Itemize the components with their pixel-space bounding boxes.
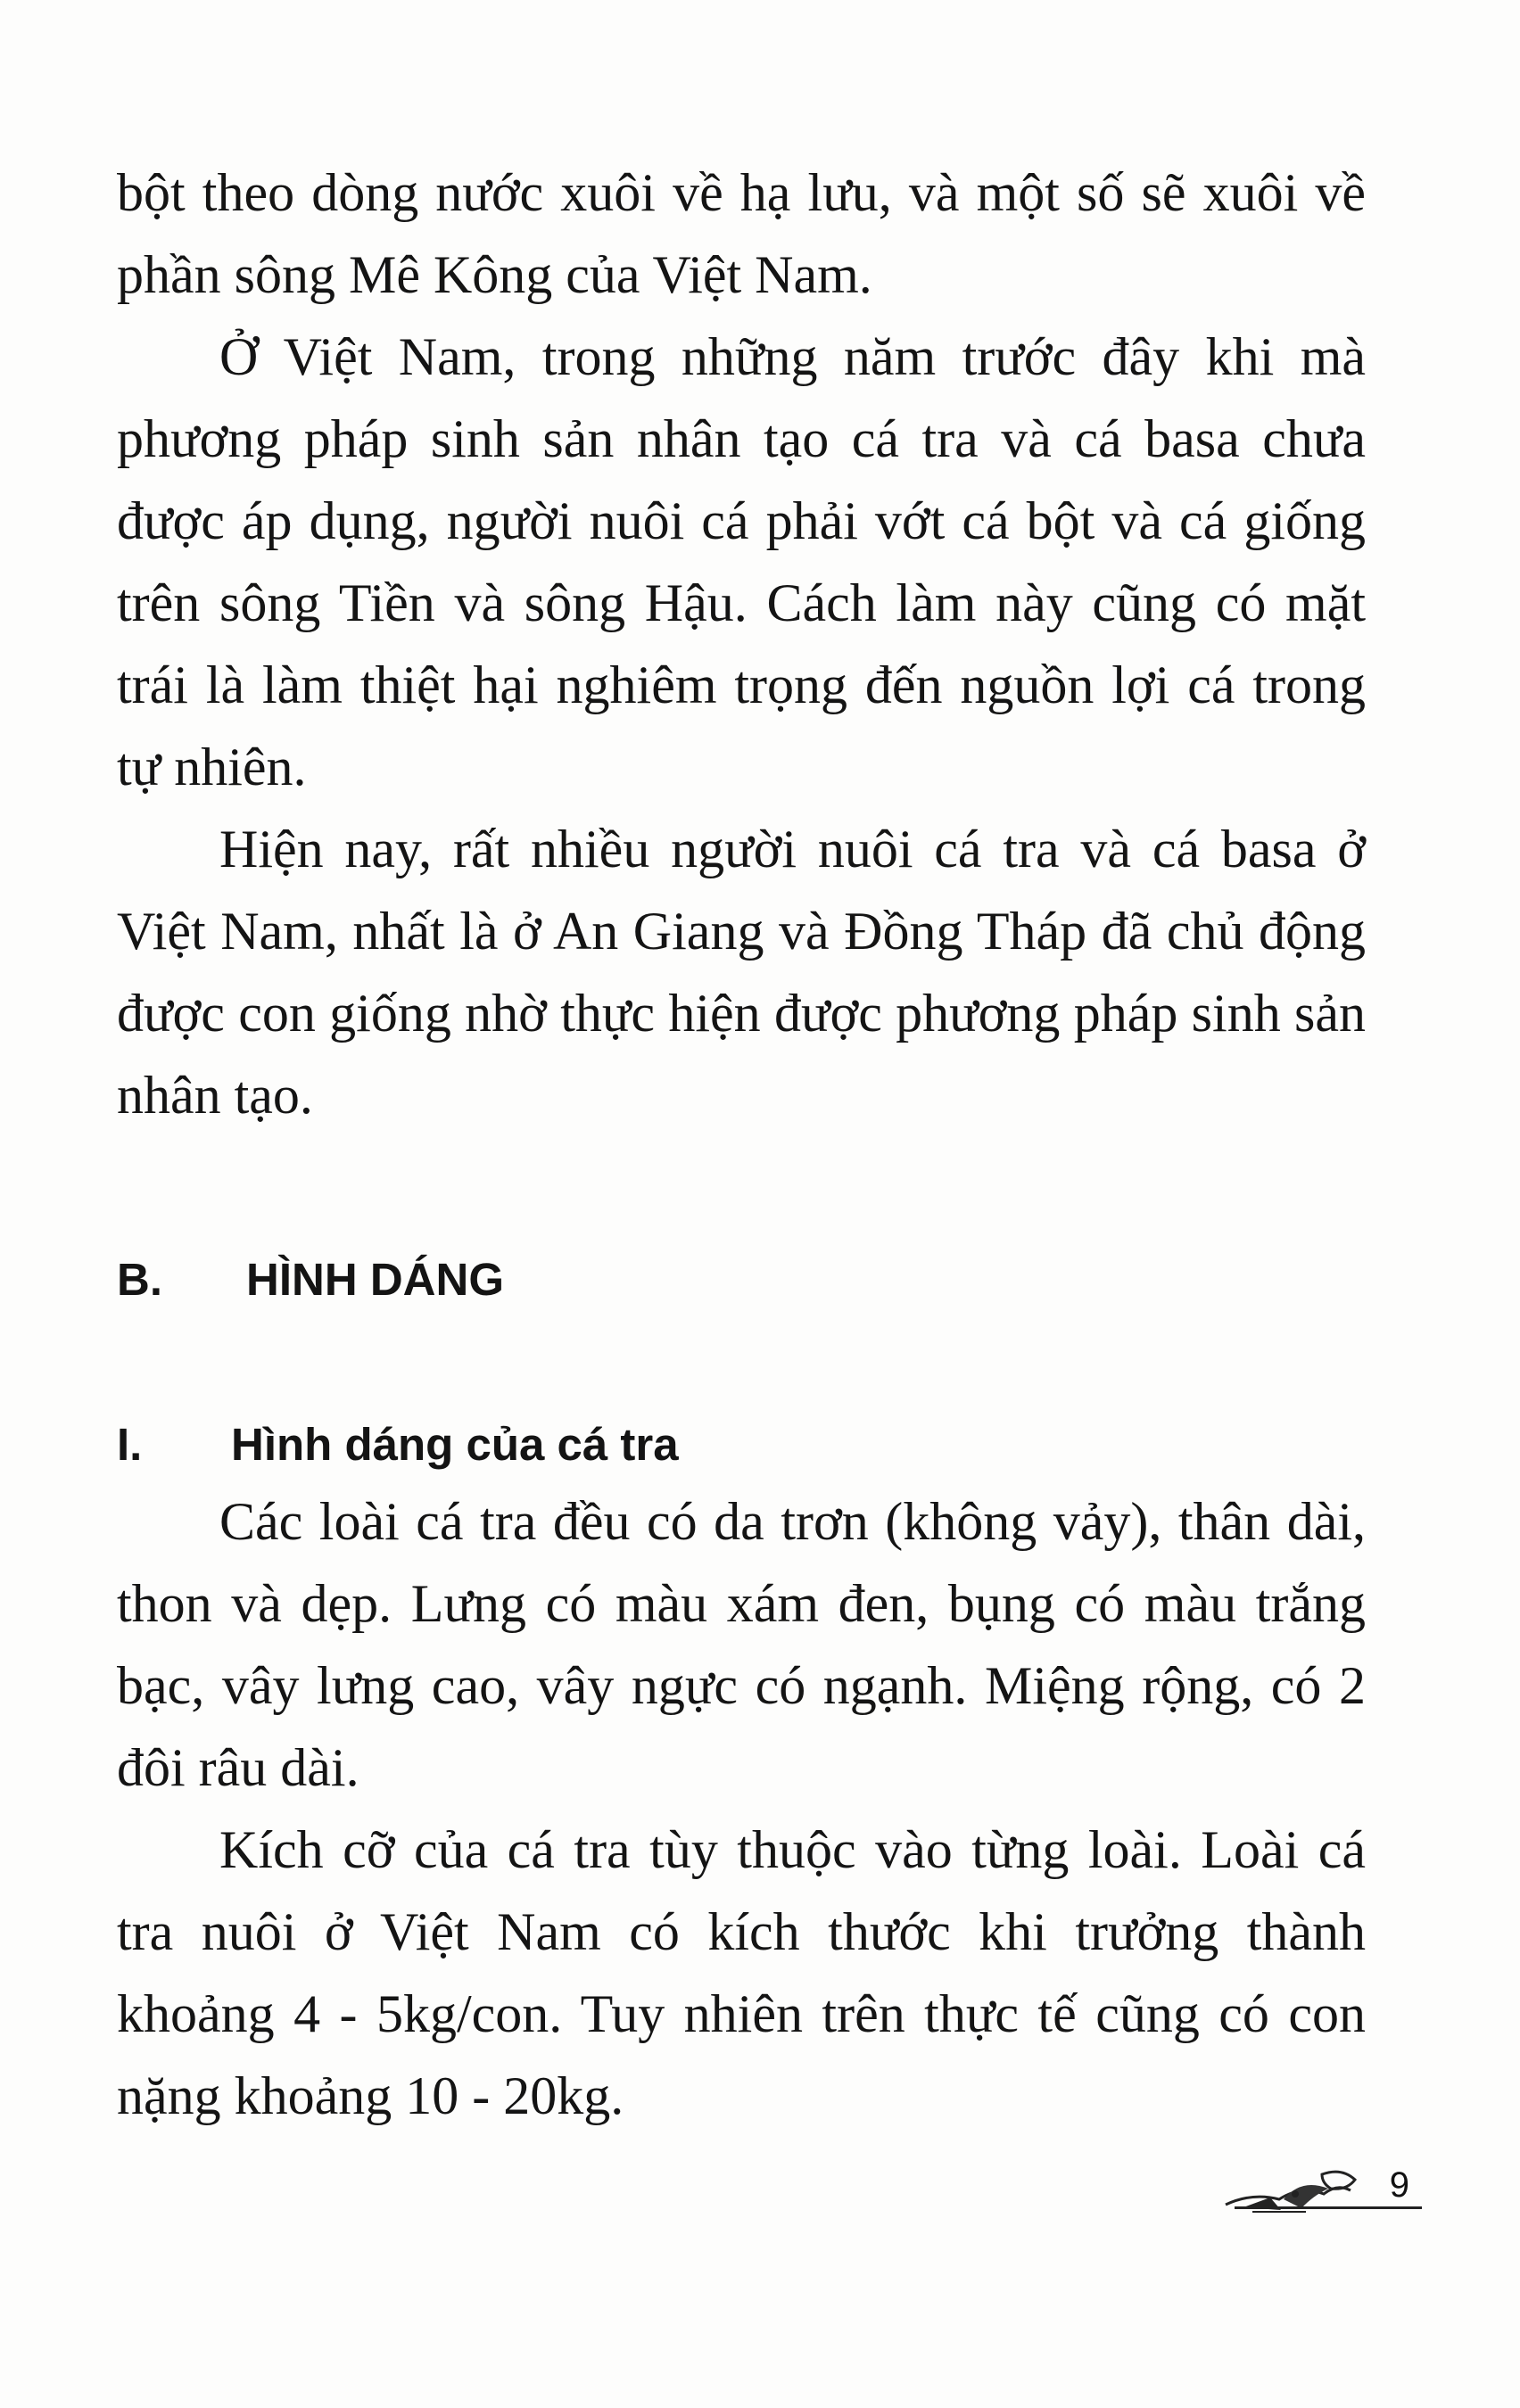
section-number: B. (117, 1254, 162, 1305)
paragraph-appearance: Các loài cá tra đều có da trơn (không vảy), thân dài, thon và dẹp. Lưng có màu xám đen, bụng có màu trắng bạc, vây lưng cao, vây ngực có ngạnh. Miệng rộng, có 2 đôi râu dài. (117, 1492, 1366, 1797)
paragraph-history: Ở Việt Nam, trong những năm trước đây khi mà phương pháp sinh sản nhân tạo cá tra và cá basa chưa được áp dụng, người nuôi cá phải vớt cá bột và cá giống trên sông Tiền và sông Hậu. Cách làm này cũng có mặt trái là làm thiệt hại nghiêm trọng đến nguồn lợi cá trong tự nhiên. (117, 327, 1366, 796)
fish-ornament-icon (1217, 2158, 1368, 2221)
top-text-block (117, 152, 1366, 1136)
subsection-heading (117, 1418, 679, 1472)
bottom-text-block (117, 1480, 1366, 2137)
section-heading (117, 1253, 504, 1307)
subsection-title: Hình dáng của cá tra (231, 1419, 679, 1470)
page-footer (1217, 2158, 1422, 2221)
section-title: HÌNH DÁNG (246, 1254, 504, 1305)
paragraph-continuation: bột theo dòng nước xuôi về hạ lưu, và một số sẽ xuôi về phần sông Mê Kông của Việt Nam. (117, 163, 1366, 304)
subsection-number: I. (117, 1419, 143, 1470)
page-number: 9 (1389, 2165, 1409, 2205)
paragraph-current: Hiện nay, rất nhiều người nuôi cá tra và cá basa ở Việt Nam, nhất là ở An Giang và Đồng Tháp đã chủ động được con giống nhờ thực hiện được phương pháp sinh sản nhân tạo. (117, 820, 1366, 1125)
paragraph-size: Kích cỡ của cá tra tùy thuộc vào từng loài. Loài cá tra nuôi ở Việt Nam có kích thước khi trưởng thành khoảng 4 - 5kg/con. Tuy nhiên trên thực tế cũng có con nặng khoảng 10 - 20kg. (117, 1820, 1366, 2125)
footer-rule (1235, 2206, 1422, 2209)
